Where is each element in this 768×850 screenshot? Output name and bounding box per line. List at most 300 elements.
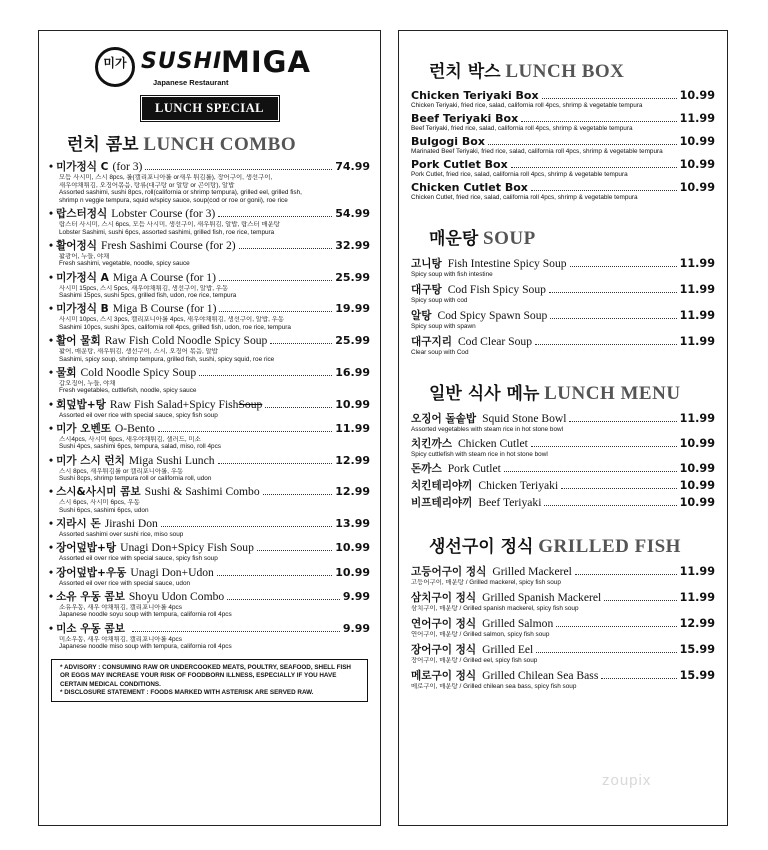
item-description: Pork Cutlet, fried rice, salad, california roll 4pcs, shrimp & vegetable tempura: [411, 171, 628, 178]
item-description: Assorted eil over rice with special sauce, spicy fish soup: [59, 411, 218, 419]
section-title-ko: 생선구이 정식: [429, 537, 534, 557]
menu-item: [49, 590, 370, 619]
dot-leader: [504, 471, 677, 472]
item-name-en: Cod Clear Soup: [457, 335, 533, 348]
item-name-ko: 돈까스: [411, 463, 442, 475]
soup-title: [429, 224, 715, 250]
menu-item-row: [411, 461, 715, 476]
menu-item-row: [411, 334, 715, 349]
menu-item-row: [411, 158, 715, 171]
item-name-en: Fish Intestine Spicy Soup: [447, 257, 567, 270]
item-description: shrimp n veggie tempura, squid w/spicy sauce, soup(cod or roe or gonii), roe rice: [59, 196, 288, 204]
lunch-box-list: [411, 89, 715, 202]
bullet-icon: •: [49, 206, 54, 220]
item-description: 고등어구이, 매운탕 / Grilled mackerel, spicy fish soup: [411, 579, 561, 586]
item-description: Chicken Cutlet, fried rice, salad, california roll 4pcs, shrimp & vegetable tempura: [411, 194, 638, 201]
section-title-ko: 매운탕: [429, 229, 479, 249]
item-name-en: O-Bento: [114, 421, 155, 435]
dot-leader: [199, 375, 332, 376]
bullet-icon: •: [49, 589, 54, 603]
item-description: Fresh sashimi, vegetable, noodle, spicy sauce: [59, 260, 190, 268]
menu-item: [49, 239, 370, 268]
item-name-en: Fresh Sashimi Course (for 2): [101, 238, 236, 252]
menu-item: [411, 478, 715, 493]
item-price: 10.99: [679, 496, 715, 509]
item-name-en: Lobster Course (for 3): [111, 206, 216, 220]
item-price: 11.99: [679, 283, 715, 296]
item-description: 장어구이, 매운탕 / Grilled eel, spicy fish soup: [411, 657, 538, 664]
item-description: 랍스터 사시미, 스시 6pcs, 모듬 사시미, 생선구이, 새우튀김, 알밥, 랍스터 매운탕: [59, 220, 280, 228]
menu-item-row: [411, 478, 715, 493]
menu-item: [411, 112, 715, 133]
dot-leader: [535, 344, 677, 345]
item-description: Spicy soup with cod: [411, 297, 468, 304]
item-description: 활어, 매운탕, 새우튀김, 생선구이, 스시, 오징어 볶음, 알밥: [59, 348, 218, 356]
item-name-ko: 미가정식 C: [56, 161, 109, 173]
dot-leader: [601, 678, 676, 679]
item-name-en: Grilled Salmon: [482, 617, 554, 630]
item-description: Chicken Teriyaki, fried rice, salad, california roll 4pcs, shrimp & vegetable tempura: [411, 102, 643, 109]
dot-leader: [227, 599, 340, 600]
item-price: 10.99: [335, 397, 370, 411]
item-price: 25.99: [335, 270, 370, 284]
item-price: 16.99: [335, 365, 370, 379]
item-name-en: Miga A Course (for 1): [112, 270, 216, 284]
item-name-ko: 삼치구이 정식: [411, 592, 477, 604]
item-price: 11.99: [335, 421, 370, 435]
item-name-ko: 대구탕: [411, 284, 442, 296]
section-title-en: SOUP: [483, 228, 536, 249]
item-name-ko: 비프테리야끼: [411, 497, 473, 509]
dot-leader: [561, 488, 676, 489]
menu-item: [49, 271, 370, 300]
item-name-en: Chicken Teriyaki: [478, 479, 559, 492]
dot-leader: [257, 550, 332, 551]
item-price: 11.99: [679, 257, 715, 270]
item-name-en: Chicken Teriyaki Box: [411, 89, 539, 102]
item-description: Sushi 8cps, shrimp tempura roll or california roll, udon: [59, 475, 212, 483]
dot-leader: [239, 248, 333, 249]
bullet-icon: •: [49, 421, 54, 435]
dot-leader: [556, 626, 676, 627]
menu-item: [49, 454, 370, 483]
lunch-menu-title: [429, 379, 715, 405]
bullet-icon: •: [49, 334, 54, 348]
item-name-ko: 활어 물회: [56, 335, 101, 348]
item-price: 11.99: [679, 412, 715, 425]
item-name-ko: 고니탕: [411, 258, 442, 270]
item-name-en: Chicken Cutlet Box: [411, 181, 528, 194]
dot-leader: [161, 526, 332, 527]
menu-item-row: [49, 454, 370, 468]
dot-leader: [263, 494, 333, 495]
item-name-ko: 장어덮밥+탕: [56, 542, 117, 555]
menu-item-row: [49, 239, 370, 253]
item-name-ko: 활어정식: [56, 239, 97, 252]
item-description: 스시 8pcs, 새우튀김롤 or 캘리포니아롤, 우동: [59, 467, 184, 475]
item-name-en: Unagi Don+Udon: [130, 565, 214, 579]
menu-item: [411, 461, 715, 476]
item-price: 10.99: [679, 181, 715, 194]
item-price: 11.99: [679, 335, 715, 348]
item-description: Spicy cuttlefish with steam rice in hot stone bowl: [411, 451, 548, 458]
item-price: 11.99: [679, 565, 715, 578]
soup-list: [411, 256, 715, 357]
disclosure-text: FOODS MARKED WITH ASTERISK ARE SERVED RAW.: [150, 688, 314, 696]
dot-leader: [575, 574, 677, 575]
item-name-en: Chicken Cutlet: [457, 437, 528, 450]
item-name-ko: 지라시 돈: [56, 518, 101, 531]
menu-item-row: [411, 308, 715, 323]
bullet-icon: •: [49, 365, 54, 379]
dot-leader: [219, 280, 332, 281]
item-description: Marinated Beef Teriyaki, fried rice, salad, california roll 4pcs, shrimp & vegetable tempura: [411, 148, 663, 155]
item-description: Sashimi 10pcs, sushi 3pcs, california roll 4pcs, grilled fish, udon, roe rice, tempura: [59, 323, 291, 331]
item-name-en: (for 3): [112, 160, 143, 173]
item-description: Sushi 6pcs, sashimi 6pcs, udon: [59, 507, 149, 514]
menu-item-row: [49, 485, 370, 499]
dot-leader: [158, 431, 332, 432]
item-name-ko: 고등어구이 정식: [411, 566, 487, 578]
item-name-ko: 회덮밥+탕: [56, 398, 106, 411]
item-name-ko: 메로구이 정식: [411, 670, 477, 682]
item-price: 10.99: [679, 462, 715, 475]
item-name-ko: 장어덮밥+우동: [56, 566, 127, 579]
item-description: 스시 6pcs, 사시미 6pcs, 우동: [59, 499, 140, 507]
menu-item: [49, 485, 370, 514]
section-title-en: GRILLED FISH: [538, 536, 681, 557]
item-name-ko: 랍스터정식: [56, 207, 108, 220]
item-description: Spicy soup with spawn: [411, 323, 476, 330]
right-menu-panel: [398, 30, 728, 826]
dot-leader: [218, 463, 333, 464]
menu-item-row: [411, 282, 715, 297]
item-description: Fresh vegetables, cuttlefish, noodle, spicy sauce: [59, 387, 197, 395]
item-price: 15.99: [679, 669, 715, 682]
item-name-ko: 대구지리: [411, 336, 452, 348]
item-name-en: Cod Fish Spicy Soup: [447, 283, 546, 296]
bullet-icon: •: [49, 238, 54, 252]
menu-item-row: [411, 256, 715, 271]
item-price: 10.99: [679, 135, 715, 148]
menu-item: [49, 334, 370, 363]
item-price: 11.99: [679, 112, 715, 125]
logo-miga-text: MIGA: [221, 45, 311, 79]
dot-leader: [570, 266, 677, 267]
item-name-en: Pork Cutlet: [447, 462, 501, 475]
menu-item-row: [49, 271, 370, 285]
item-description: Assorted eil over rice with special sauce, udon: [59, 579, 191, 587]
logo: [49, 45, 370, 95]
item-description: Spicy soup with fish intestine: [411, 271, 493, 278]
bullet-icon: •: [49, 565, 54, 579]
item-name-en: Grilled Eel: [482, 643, 534, 656]
item-description: 새우야채튀김, 오징어볶음, 탕류(대구탕 or 알탕 or 곤이탕), 알밥: [59, 181, 235, 189]
item-description: Sushi 4pcs, sashimi 6pcs, tempura, salad, miso, roll 4pcs: [59, 443, 221, 451]
logo-emblem: 미가: [95, 47, 135, 87]
item-price: 10.99: [679, 89, 715, 102]
item-name-en: Grilled Mackerel: [492, 565, 572, 578]
item-price: 74.99: [335, 160, 370, 173]
menu-item: [411, 135, 715, 156]
menu-item-row: [49, 160, 370, 174]
menu-item: [411, 158, 715, 179]
item-description: Assorted eil over rice with special sauce, spicy fish soup: [59, 555, 218, 563]
item-name-en: Bulgogi Box: [411, 135, 485, 148]
item-price: 13.99: [335, 517, 370, 531]
bullet-icon: •: [49, 485, 54, 499]
item-price: 12.99: [335, 453, 370, 467]
menu-item: [411, 642, 715, 665]
dot-leader: [521, 121, 676, 122]
menu-item-row: [49, 541, 370, 555]
item-price: 15.99: [679, 643, 715, 656]
dot-leader: [531, 446, 677, 447]
menu-item: [49, 622, 370, 651]
lunch-combo-title: [67, 130, 370, 156]
item-price: 9.99: [342, 621, 370, 635]
menu-item-row: [49, 207, 370, 221]
item-description: 갑오징어, 누들, 야채: [59, 379, 116, 387]
item-name-en: Beef Teriyaki Box: [411, 112, 519, 125]
item-name-en: Jirashi Don: [104, 517, 158, 531]
dot-leader: [544, 505, 676, 506]
menu-item: [49, 366, 370, 395]
advisory-label: * ADVISORY :: [60, 663, 101, 671]
item-name-en: Raw Fish Cold Noodle Spicy Soup: [104, 334, 268, 348]
menu-item-row: [49, 590, 370, 604]
menu-item-row: [411, 564, 715, 579]
item-description: Sashimi, spicy soup, shrimp tempura, grilled fish, sushi, spicy squid, roe rice: [59, 355, 275, 363]
bullet-icon: •: [49, 397, 54, 411]
bullet-icon: •: [49, 160, 54, 173]
menu-item-row: [411, 495, 715, 510]
item-name-en: Shoyu Udon Combo: [128, 589, 225, 603]
menu-item-row: [49, 302, 370, 316]
item-name-ko: 미가정식 B: [56, 303, 109, 316]
menu-item: [411, 616, 715, 639]
dot-leader: [218, 216, 332, 217]
item-description: 사시미 15pcs, 스시 5pcs, 새우야채튀김, 생선구이, 알밥, 우동: [59, 284, 229, 292]
menu-item-row: [49, 422, 370, 436]
bullet-icon: •: [49, 517, 54, 531]
item-description: Assorted vegetables with steam rice in hot stone bowl: [411, 426, 564, 433]
item-name-ko: 스시&사시미 콤보: [56, 486, 141, 499]
menu-item: [411, 411, 715, 434]
item-description: 사시미 10pcs, 스시 3pcs, 캘리포니아롤 4pcs, 새우야채튀김, 생선구이, 알밥, 우동: [59, 316, 285, 324]
dot-leader: [511, 167, 677, 168]
item-name-en: Squid Stone Bowl: [482, 412, 567, 425]
item-name-ko: 치킨테리야끼: [411, 480, 473, 492]
lunch-menu-list: [411, 411, 715, 510]
item-price: 10.99: [679, 479, 715, 492]
menu-item-row: [411, 590, 715, 605]
item-price: 19.99: [335, 302, 370, 316]
dot-leader: [550, 318, 676, 319]
grilled-fish-title: [429, 532, 715, 558]
item-price: 10.99: [679, 437, 715, 450]
menu-item: [49, 398, 370, 420]
menu-item: [411, 668, 715, 691]
watermark: zoupix: [602, 772, 652, 789]
item-price: 12.99: [335, 485, 370, 499]
item-description: 연어구이, 매운탕 / Grilled salmon, spicy fish soup: [411, 631, 550, 638]
advisory-text: CONSUMING RAW OR UNDERCOOKED MEATS, POULTRY, SEAFOOD, SHELL FISH OR EGGS MAY INCREASE YOUR RISK OF FOODBORN ILLNESS, ESPECIALLY IF YOU HAVE CERTAIN MEDICAL CONDITIONS.: [60, 663, 351, 688]
dot-leader: [145, 169, 332, 170]
item-description: 모듬 사시미, 스시 8pcs, 롤(캘리포니아롤 or새우 튀김롤), 장어구이, 생선구이,: [59, 174, 273, 181]
grilled-fish-list: [411, 564, 715, 691]
dot-leader: [217, 575, 332, 576]
item-description: 스시4pcs, 사시미 6pcs, 새우야채튀김, 샐러드, 미소: [59, 435, 201, 443]
item-name-ko: 미가 오벤또: [56, 422, 111, 435]
lunch-special-banner: LUNCH SPECIAL: [142, 97, 278, 120]
item-name-en: Cold Noodle Spicy Soup: [80, 365, 197, 379]
menu-item-row: [411, 89, 715, 102]
item-price: 54.99: [335, 206, 370, 220]
item-price: 10.99: [335, 541, 370, 555]
menu-item: [411, 436, 715, 459]
item-name-ko: 장어구이 정식: [411, 644, 477, 656]
menu-item-row: [411, 642, 715, 657]
dot-leader: [604, 600, 676, 601]
menu-item-row: [49, 517, 370, 531]
dot-leader: [536, 652, 676, 653]
menu-item: [49, 302, 370, 331]
item-name-ko: 연어구이 정식: [411, 618, 477, 630]
menu-item-row: [411, 181, 715, 194]
item-price: 10.99: [335, 565, 370, 579]
item-name-en: Grilled Chilean Sea Bass: [482, 669, 599, 682]
lunch-combo-list: [49, 160, 370, 651]
item-price: 25.99: [335, 334, 370, 348]
menu-item: [411, 256, 715, 279]
menu-item: [49, 517, 370, 539]
menu-item-row: [411, 668, 715, 683]
menu-item-row: [411, 135, 715, 148]
section-title-en: LUNCH BOX: [505, 61, 625, 82]
disclosure-label: * DISCLOSURE STATEMENT :: [60, 688, 149, 696]
section-title-en: LUNCH COMBO: [143, 134, 297, 155]
logo-sushi-text: SUSHI: [141, 49, 223, 74]
menu-item: [411, 282, 715, 305]
dot-leader: [549, 292, 677, 293]
menu-item: [49, 160, 370, 204]
section-title-ko: 런치 콤보: [67, 135, 139, 155]
item-description: Beef Teriyaki, fried rice, salad, california roll 4pcs, shrimp & vegetable tempura: [411, 125, 633, 132]
dot-leader: [542, 98, 677, 99]
menu-item: [49, 207, 370, 236]
menu-item-row: [411, 411, 715, 426]
item-name-ko: 미가 스시 런치: [56, 454, 125, 467]
menu-item: [49, 541, 370, 563]
item-name-en: Grilled Spanish Mackerel: [482, 591, 602, 604]
item-price: 11.99: [679, 309, 715, 322]
dot-leader: [531, 190, 677, 191]
item-description: 활광어, 누들, 야채: [59, 252, 110, 260]
dot-leader: [488, 144, 677, 145]
item-name-strike: Soup: [238, 397, 263, 411]
item-description: Japanese noodle soyu soup with tempura, california roll 4pcs: [59, 611, 232, 619]
menu-item: [49, 422, 370, 451]
item-description: 소유우동, 새우 야채튀김, 캘리포니아롤 4pcs: [59, 603, 182, 611]
item-name-ko: 물회: [56, 366, 77, 379]
menu-item-row: [49, 622, 370, 636]
menu-item: [411, 89, 715, 110]
item-description: 메로구이, 매운탕 / Grilled chilean sea bass, spicy fish soup: [411, 683, 577, 690]
item-name-ko: 치킨까스: [411, 438, 452, 450]
item-price: 11.99: [679, 591, 715, 604]
item-name-en: Beef Teriyaki: [478, 496, 542, 509]
section-title-ko: 일반 식사 메뉴: [429, 384, 540, 404]
item-description: Lobster Sashimi, sushi 6pcs, assorted sashimi, grilled fish, roe rice, tempura: [59, 228, 275, 236]
item-name-en: Unagi Don+Spicy Fish Soup: [120, 541, 254, 555]
menu-item: [411, 334, 715, 357]
bullet-icon: •: [49, 302, 54, 316]
item-name-ko: 미소 우동 콤보: [56, 622, 125, 635]
menu-item: [411, 181, 715, 202]
item-description: Assorted sashimi, sushi 8pcs, roll(california or shrimp tempura), grilled eel, grilled fish,: [59, 189, 302, 197]
item-description: 미소우동, 새우 야채튀김, 캘리포니아롤 4pcs: [59, 635, 182, 643]
dot-leader: [219, 311, 332, 312]
item-description: Clear soup with Cod: [411, 349, 469, 356]
item-name-ko: 알탕: [411, 310, 432, 322]
item-description: 삼치구이, 매운탕 / Grilled spanish mackerel, spicy fish soup: [411, 605, 579, 612]
menu-item: [411, 308, 715, 331]
menu-item-row: [411, 112, 715, 125]
item-price: 9.99: [342, 589, 370, 603]
item-name-en: Sushi & Sashimi Combo: [144, 485, 260, 499]
bullet-icon: •: [49, 621, 54, 635]
lunch-box-title: [429, 57, 715, 83]
bullet-icon: •: [49, 270, 54, 284]
dot-leader: [569, 421, 676, 422]
item-name-ko: 미가정식 A: [56, 271, 109, 284]
bullet-icon: •: [49, 453, 54, 467]
item-price: 12.99: [679, 617, 715, 630]
dot-leader: [132, 631, 340, 632]
menu-item: [411, 495, 715, 510]
menu-item-row: [49, 398, 370, 412]
bullet-icon: •: [49, 541, 54, 555]
left-menu-panel: [38, 30, 381, 826]
menu-item-row: [49, 334, 370, 348]
item-name-ko: 오징어 돌솥밥: [411, 413, 477, 425]
item-name-en: Miga Sushi Lunch: [128, 453, 215, 467]
menu-item-row: [411, 436, 715, 451]
section-title-en: LUNCH MENU: [544, 383, 681, 404]
item-name-en: Pork Cutlet Box: [411, 158, 508, 171]
menu-item: [411, 564, 715, 587]
logo-subtitle: Japanese Restaurant: [153, 78, 229, 87]
menu-item-row: [411, 616, 715, 631]
section-title-ko: 런치 박스: [429, 62, 501, 82]
item-name-en: Raw Fish Salad+Spicy Fish: [109, 397, 239, 411]
dot-leader: [265, 407, 332, 408]
advisory-box: [51, 659, 368, 703]
item-description: Assorted sashimi over sushi rice, miso soup: [59, 531, 184, 539]
item-description: Japanese noodle miso soup with tempura, california roll 4pcs: [59, 643, 232, 651]
item-price: 10.99: [679, 158, 715, 171]
item-name-en: Miga B Course (for 1): [112, 302, 217, 316]
item-name-en: Cod Spicy Spawn Soup: [437, 309, 548, 322]
menu-item-row: [49, 566, 370, 580]
item-name-ko: 소유 우동 콤보: [56, 590, 125, 603]
menu-item: [49, 566, 370, 588]
menu-item-row: [49, 366, 370, 380]
dot-leader: [270, 343, 332, 344]
item-description: Sashimi 15pcs, sushi 5pcs, grilled fish, udon, roe rice, tempura: [59, 292, 237, 300]
menu-item: [411, 590, 715, 613]
